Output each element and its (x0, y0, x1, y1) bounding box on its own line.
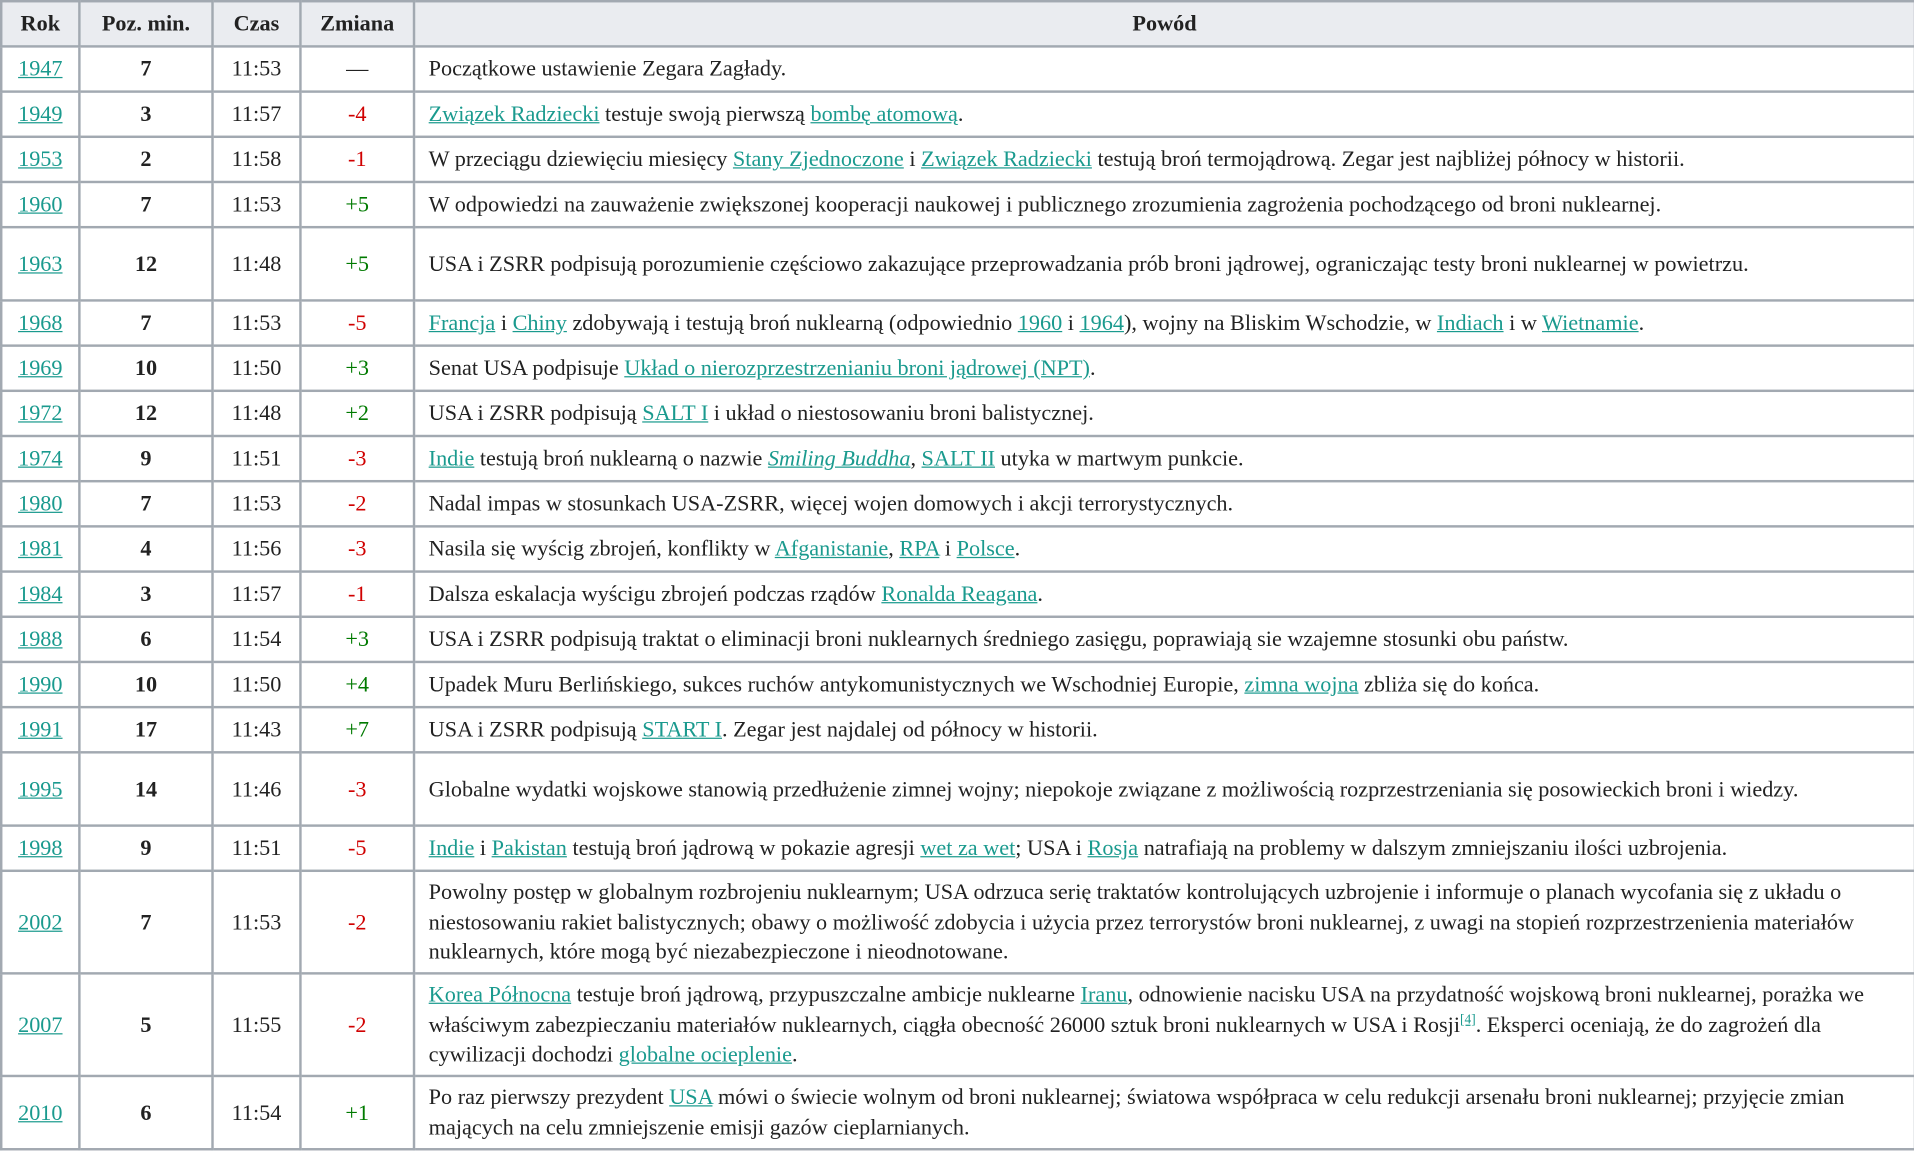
reason-cell (414, 391, 1914, 436)
year-link[interactable]: 1947 (18, 56, 63, 81)
reason-link[interactable]: START I (642, 717, 722, 742)
reason-link[interactable]: Indie (428, 446, 475, 471)
time-cell: 11:51 (213, 436, 301, 481)
reason-text: i (903, 146, 922, 172)
year-cell (1, 1076, 79, 1149)
reason-text: Nasila się wyścig zbrojeń, konflikty w (428, 536, 775, 561)
minutes-cell: 3 (79, 92, 212, 137)
year-link[interactable]: 1972 (18, 400, 63, 426)
reason-cell (414, 227, 1914, 300)
change-cell: -1 (300, 137, 414, 182)
year-cell (1, 137, 79, 182)
year-cell (1, 572, 79, 617)
reason-text: testują broń nuklearną o nazwie (474, 446, 768, 471)
minutes-cell: 10 (79, 346, 212, 391)
reason-link[interactable]: 1964 (1079, 310, 1124, 335)
table-row (1, 973, 1914, 1076)
reason-cell (414, 572, 1914, 617)
reason-text: . (1014, 536, 1021, 561)
time-cell: 11:48 (213, 227, 301, 300)
footnote-superscript (1460, 1012, 1476, 1027)
time-cell: 11:53 (213, 481, 301, 526)
time-cell: 11:57 (213, 572, 301, 617)
time-cell: 11:50 (213, 662, 301, 707)
reason-link[interactable]: RPA (899, 536, 940, 561)
year-cell (1, 300, 79, 345)
minutes-cell: 7 (79, 481, 212, 526)
reason-text: utyka w martwym punkcie. (994, 446, 1244, 471)
year-link[interactable]: 1981 (18, 536, 63, 561)
change-cell: -5 (300, 300, 414, 345)
reason-link[interactable]: bombę atomową (810, 101, 958, 127)
table-body (1, 46, 1914, 1149)
reason-link[interactable]: SALT II (921, 446, 995, 471)
reason-text: Nadal impas w stosunkach USA-ZSRR, więcej wojen domowych i akcji terrorystycznych. (428, 491, 1234, 516)
reason-text: Początkowe ustawienie Zegara Zagłady. (428, 56, 787, 81)
reason-text: i w (1503, 310, 1543, 335)
table-row (1, 871, 1914, 974)
reason-text: natrafiają na problemy w dalszym zmniejszaniu ilości uzbrojenia. (1138, 835, 1728, 861)
header-reason[interactable]: Powód (414, 1, 1914, 46)
reason-link[interactable]: Związek Radziecki (921, 146, 1092, 172)
reason-cell (414, 973, 1914, 1076)
time-cell: 11:48 (213, 391, 301, 436)
reason-cell (414, 617, 1914, 662)
minutes-cell: 5 (79, 973, 212, 1076)
time-cell: 11:43 (213, 707, 301, 752)
reason-link[interactable]: Stany Zjednoczone (732, 146, 904, 172)
reason-link[interactable]: Związek Radziecki (428, 101, 600, 127)
table-row (1, 391, 1914, 436)
year-link[interactable]: 1953 (18, 146, 63, 172)
reason-cell (414, 752, 1914, 825)
time-cell: 11:46 (213, 752, 301, 825)
year-cell (1, 92, 79, 137)
reason-cell (414, 346, 1914, 391)
header-minutes[interactable]: Poz. min. (79, 1, 212, 46)
reason-cell (414, 871, 1914, 974)
minutes-cell: 9 (79, 436, 212, 481)
change-cell: -3 (300, 526, 414, 571)
reason-text: testują broń jądrową w pokazie agresji (566, 835, 921, 861)
change-cell: +4 (300, 662, 414, 707)
reason-cell (414, 826, 1914, 871)
minutes-cell: 7 (79, 871, 212, 974)
table-row (1, 572, 1914, 617)
table-row (1, 300, 1914, 345)
reason-link[interactable]: globalne ocieplenie (618, 1042, 792, 1067)
reason-text: testują broń termojądrową. Zegar jest najbliżej północy w historii. (1091, 146, 1685, 172)
reason-text: , odnowienie nacisku USA na przydatność wojskową broni nuklearnej, porażka we właściwym zabezpieczaniu materiałów nuklearnych, ciągła obecność 26000 sztuk broni nuklearnych w USA i Rosji (428, 982, 1864, 1037)
time-cell: 11:56 (213, 526, 301, 571)
change-cell: -4 (300, 92, 414, 137)
reason-text: ), wojny na Bliskim Wschodzie, w (1123, 310, 1437, 335)
year-link[interactable]: 1968 (18, 310, 63, 335)
year-link[interactable]: 1969 (18, 355, 63, 381)
reason-link[interactable]: Indiach (1436, 310, 1504, 335)
minutes-cell: 2 (79, 137, 212, 182)
minutes-cell: 7 (79, 300, 212, 345)
year-link[interactable]: 2002 (18, 909, 63, 934)
reason-link[interactable]: wet za wet (920, 835, 1016, 861)
year-cell (1, 826, 79, 871)
table-row (1, 481, 1914, 526)
table-row (1, 752, 1914, 825)
reason-link[interactable]: Rosja (1087, 835, 1139, 861)
change-cell: +1 (300, 1076, 414, 1149)
reference-link[interactable]: [4] (1460, 1012, 1476, 1027)
year-link[interactable]: 2007 (18, 1012, 63, 1037)
reason-text: Powolny postęp w globalnym rozbrojeniu nuklearnym; USA odrzuca serię traktatów kontrolujących uzbrojenie i informuje o planach wycofania się z układu o niestosowaniu rakiet balistycznych; obawy o możliwość zdobycia i użycia przez terrorystów broni nuklearnej, z uwagi na stopień rozprzestrzenienia materiałów nuklearnych, które mogą być niezabezpieczone i nieodnotowane. (428, 879, 1855, 964)
reason-text: USA i ZSRR podpisują (428, 400, 643, 426)
reason-link[interactable]: Układ o nierozprzestrzenianiu broni jądrowej (NPT) (624, 355, 1090, 381)
table-row (1, 137, 1914, 182)
year-cell (1, 617, 79, 662)
reason-link[interactable]: Chiny (512, 310, 567, 335)
minutes-cell: 4 (79, 526, 212, 571)
change-cell: -2 (300, 973, 414, 1076)
year-link[interactable]: 1995 (18, 776, 63, 801)
reason-cell (414, 182, 1914, 227)
table-row (1, 92, 1914, 137)
time-cell: 11:57 (213, 92, 301, 137)
time-cell: 11:53 (213, 46, 301, 91)
year-cell (1, 973, 79, 1076)
reason-cell (414, 137, 1914, 182)
reason-text: testuje broń jądrową, przypuszczalne ambicje nuklearne (571, 982, 1081, 1007)
reason-text: i (474, 835, 492, 861)
reason-link[interactable]: USA (669, 1085, 713, 1110)
year-link[interactable]: 1980 (18, 491, 63, 516)
time-cell: 11:51 (213, 826, 301, 871)
year-cell (1, 481, 79, 526)
year-cell (1, 391, 79, 436)
time-cell: 11:54 (213, 1076, 301, 1149)
time-cell: 11:53 (213, 871, 301, 974)
change-cell: -3 (300, 752, 414, 825)
table-row (1, 227, 1914, 300)
reason-link[interactable]: Smiling Buddha (767, 446, 911, 471)
reason-link[interactable]: Korea Północna (428, 982, 572, 1007)
reason-text: mówi o świecie wolnym od broni nuklearnej; światowa współpraca w celu redukcji arsenału broni nuklearnej; przyjęcie zmian mających na celu zmniejszenie emisji gazów cieplarnianych. (428, 1085, 1845, 1140)
reason-text: zdobywają i testują broń nuklearną (odpowiednio (566, 310, 1018, 335)
minutes-cell: 14 (79, 752, 212, 825)
reason-text: . (1089, 355, 1096, 381)
reason-text: testuje swoją pierwszą (599, 101, 811, 127)
reason-link[interactable]: Iranu (1080, 982, 1128, 1007)
minutes-cell: 6 (79, 617, 212, 662)
reason-cell (414, 1076, 1914, 1149)
reason-text: zbliża się do końca. (1358, 671, 1540, 697)
reason-text: i (495, 310, 513, 335)
minutes-cell: 10 (79, 662, 212, 707)
table-row (1, 707, 1914, 752)
reason-link[interactable]: Pakistan (491, 835, 567, 861)
table-row (1, 182, 1914, 227)
minutes-cell: 6 (79, 1076, 212, 1149)
reason-cell (414, 707, 1914, 752)
year-link[interactable]: 1963 (18, 251, 63, 276)
change-cell: -1 (300, 572, 414, 617)
year-link[interactable]: 1974 (18, 446, 63, 471)
time-cell: 11:53 (213, 182, 301, 227)
reason-text: Upadek Muru Berlińskiego, sukces ruchów antykomunistycznych we Wschodniej Europie, (428, 671, 1245, 697)
year-cell (1, 346, 79, 391)
minutes-cell: 12 (79, 227, 212, 300)
reason-text: . (1037, 581, 1043, 607)
change-cell: +3 (300, 617, 414, 662)
header-year[interactable]: Rok (1, 1, 79, 46)
reason-text: Po raz pierwszy prezydent (428, 1085, 670, 1110)
change-cell: +7 (300, 707, 414, 752)
minutes-cell: 12 (79, 391, 212, 436)
table-row (1, 1076, 1914, 1149)
reason-text: i (1062, 310, 1080, 335)
reason-text: W odpowiedzi na zauważenie zwiększonej kooperacji naukowej i publicznego zrozumienia zagrożenia pochodzącego od broni nuklearnej. (428, 191, 1662, 217)
reason-text: USA i ZSRR podpisują traktat o eliminacji broni nuklearnych średniego zasięgu, poprawiają sie wzajemne stosunki obu państw. (428, 626, 1569, 652)
minutes-cell: 7 (79, 182, 212, 227)
reason-text: i (939, 536, 957, 561)
table-row (1, 826, 1914, 871)
change-cell: +2 (300, 391, 414, 436)
table-row (1, 526, 1914, 571)
change-cell: — (300, 46, 414, 91)
reason-link[interactable]: Polsce (956, 536, 1015, 561)
change-cell: +5 (300, 227, 414, 300)
table-row (1, 436, 1914, 481)
year-cell (1, 662, 79, 707)
reason-cell (414, 300, 1914, 345)
reason-link[interactable]: Ronalda Reagana (881, 581, 1038, 607)
change-cell: -3 (300, 436, 414, 481)
year-link[interactable]: 1990 (18, 671, 63, 697)
year-cell (1, 707, 79, 752)
reason-text: . (791, 1042, 798, 1067)
year-cell (1, 46, 79, 91)
minutes-cell: 9 (79, 826, 212, 871)
reason-text: Senat USA podpisuje (428, 355, 625, 381)
reason-link[interactable]: Francja (428, 310, 496, 335)
time-cell: 11:55 (213, 973, 301, 1076)
time-cell: 11:50 (213, 346, 301, 391)
time-cell: 11:54 (213, 617, 301, 662)
year-link[interactable]: 1988 (18, 626, 63, 652)
reason-text: USA i ZSRR podpisują porozumienie częściowo zakazujące przeprowadzania prób broni jądrowej, ograniczając testy broni nuklearnej w powietrzu. (428, 251, 1749, 276)
reason-text: , (888, 536, 900, 561)
reason-link[interactable]: Wietnamie (1542, 310, 1639, 335)
reason-text: Dalsza eskalacja wyścigu zbrojeń podczas rządów (428, 581, 882, 607)
time-cell: 11:58 (213, 137, 301, 182)
change-cell: -5 (300, 826, 414, 871)
minutes-cell: 3 (79, 572, 212, 617)
reason-link[interactable]: zimna wojna (1244, 671, 1359, 697)
table-row (1, 346, 1914, 391)
reason-text: USA i ZSRR podpisują (428, 717, 643, 742)
year-link[interactable]: 1960 (18, 191, 63, 217)
year-link[interactable]: 1998 (18, 835, 63, 861)
reason-text: . Eksperci oceniają, że do zagrożeń dla cywilizacji dochodzi (428, 1012, 1822, 1067)
minutes-cell: 17 (79, 707, 212, 752)
reason-text: . (1638, 310, 1645, 335)
time-cell: 11:53 (213, 300, 301, 345)
change-cell: -2 (300, 481, 414, 526)
reason-text: ; USA i (1015, 835, 1088, 861)
reason-text: Globalne wydatki wojskowe stanowią przedłużenie zimnej wojny; niepokoje związane z możliwością rozprzestrzeniania się posowieckich broni i wiedzy. (428, 776, 1799, 801)
change-cell: +5 (300, 182, 414, 227)
change-cell: +3 (300, 346, 414, 391)
year-cell (1, 752, 79, 825)
reason-text: . Zegar jest najdalej od północy w historii. (721, 717, 1098, 742)
table-row (1, 662, 1914, 707)
change-cell: -2 (300, 871, 414, 974)
table-row (1, 46, 1914, 91)
reason-cell (414, 481, 1914, 526)
year-cell (1, 182, 79, 227)
reason-text: i układ o niestosowaniu broni balistycznej. (708, 400, 1094, 426)
year-cell (1, 871, 79, 974)
reason-cell (414, 526, 1914, 571)
reason-cell (414, 662, 1914, 707)
minutes-cell: 7 (79, 46, 212, 91)
reason-link[interactable]: SALT I (642, 400, 709, 426)
table-header-row (1, 1, 1914, 46)
header-change[interactable]: Zmiana (300, 1, 414, 46)
year-link[interactable]: 2010 (18, 1100, 63, 1125)
table-row (1, 617, 1914, 662)
header-time[interactable]: Czas (213, 1, 301, 46)
reason-cell (414, 436, 1914, 481)
year-cell (1, 526, 79, 571)
reason-cell (414, 92, 1914, 137)
year-cell (1, 227, 79, 300)
reason-cell (414, 46, 1914, 91)
reason-link[interactable]: 1960 (1017, 310, 1063, 335)
reason-text: W przeciągu dziewięciu miesięcy (428, 146, 733, 172)
year-link[interactable]: 1949 (18, 101, 63, 127)
reason-text: . (957, 101, 964, 127)
reason-text: , (910, 446, 922, 471)
reason-link[interactable]: Indie (428, 835, 475, 861)
reason-link[interactable]: Afganistanie (774, 536, 889, 561)
year-cell (1, 436, 79, 481)
year-link[interactable]: 1991 (18, 717, 63, 742)
year-link[interactable]: 1984 (18, 581, 63, 607)
